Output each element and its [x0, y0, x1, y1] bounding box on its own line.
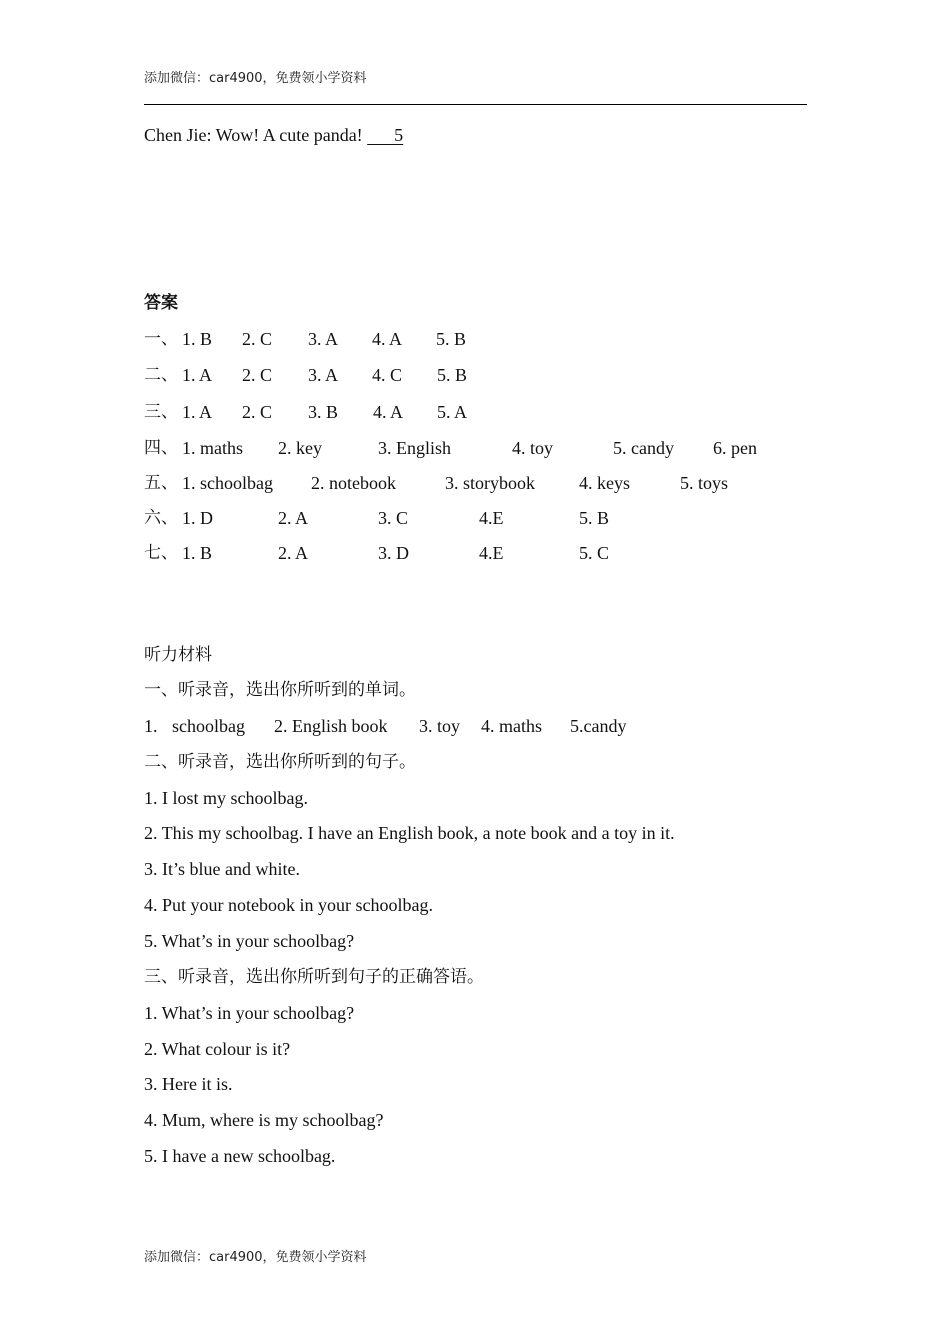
section-2-heading: 二、听录音，选出你所听到的句子。: [144, 752, 416, 772]
section-3-line: 1. What’s in your schoolbag?: [144, 1003, 355, 1023]
answer-item: 3. B: [308, 402, 339, 422]
answer-item: 2. C: [242, 402, 273, 422]
answer-item: 2. A: [278, 543, 309, 563]
answers-title: 答案: [144, 293, 178, 313]
answer-item: 5. B: [437, 365, 468, 385]
section-2-line: 4. Put your notebook in your schoolbag.: [144, 895, 433, 915]
answer-row-label: 二、: [144, 365, 178, 385]
answer-item: 5. C: [579, 543, 610, 563]
section-3-line: 2. What colour is it?: [144, 1039, 291, 1059]
section-1-heading: 一、听录音，选出你所听到的单词。: [144, 680, 416, 700]
answer-item: 5. B: [579, 508, 610, 528]
dialogue-line: [144, 124, 403, 146]
page-footer: 添加微信：car4900，免费领小学资料: [144, 1250, 367, 1265]
answer-item: 5. candy: [613, 438, 674, 458]
answer-item: 1. A: [182, 365, 213, 385]
word-item: 1.: [144, 716, 158, 736]
answer-item: 1. maths: [182, 438, 243, 458]
answer-item: 2. C: [242, 365, 273, 385]
answer-item: 3. English: [378, 438, 452, 458]
listening-title: 听力材料: [144, 645, 212, 665]
answer-item: 6. pen: [713, 438, 757, 458]
answer-item: 3. D: [378, 543, 409, 563]
answer-row-label: 四、: [144, 438, 178, 458]
answer-item: 5. A: [437, 402, 468, 422]
section-2-line: 2. This my schoolbag. I have an English book, a note book and a toy in it.: [144, 823, 675, 843]
answer-item: 5. toys: [680, 473, 729, 493]
answer-item: 2. notebook: [311, 473, 396, 493]
answer-item: 1. B: [182, 329, 213, 349]
answer-item: 4. toy: [512, 438, 554, 458]
answer-item: 2. C: [242, 329, 273, 349]
answer-item: 3. A: [308, 365, 339, 385]
answer-item: 4. C: [372, 365, 403, 385]
section-2-line: 3. It’s blue and white.: [144, 859, 300, 879]
answer-item: 1. D: [182, 508, 213, 528]
answer-row-label: 七、: [144, 543, 178, 563]
word-item: 5.candy: [570, 716, 627, 736]
answer-row-label: 三、: [144, 402, 178, 422]
section-2-line: 1. I lost my schoolbag.: [144, 788, 308, 808]
answer-item: 4. A: [373, 402, 404, 422]
answer-item: 1. schoolbag: [182, 473, 273, 493]
answer-item: 1. B: [182, 543, 213, 563]
answer-item: 3. storybook: [445, 473, 535, 493]
answer-item: 3. C: [378, 508, 409, 528]
section-3-line: 3. Here it is.: [144, 1074, 233, 1094]
answer-item: 5. B: [436, 329, 467, 349]
answer-item: 3. A: [308, 329, 339, 349]
answer-item: 4. A: [372, 329, 403, 349]
answer-row-label: 一、: [144, 329, 178, 349]
answer-item: 1. A: [182, 402, 213, 422]
word-item: schoolbag: [172, 716, 245, 736]
answer-item: 4.E: [479, 508, 504, 528]
word-item: 4. maths: [481, 716, 542, 736]
answer-blank: 5: [367, 125, 404, 145]
page-header: 添加微信：car4900，免费领小学资料: [144, 71, 367, 86]
word-item: 3. toy: [419, 716, 461, 736]
dialogue-text: Chen Jie: Wow! A cute panda!: [144, 125, 368, 145]
word-item: 2. English book: [274, 716, 388, 736]
answer-row-label: 六、: [144, 508, 178, 528]
answer-item: 4.E: [479, 543, 504, 563]
answer-item: 2. key: [278, 438, 322, 458]
section-2-line: 5. What’s in your schoolbag?: [144, 931, 355, 951]
section-3-line: 4. Mum, where is my schoolbag?: [144, 1110, 384, 1130]
answer-item: 4. keys: [579, 473, 630, 493]
answer-row-label: 五、: [144, 473, 178, 493]
header-divider: [144, 104, 807, 105]
section-3-line: 5. I have a new schoolbag.: [144, 1146, 336, 1166]
answer-item: 2. A: [278, 508, 309, 528]
section-3-heading: 三、听录音，选出你所听到句子的正确答语。: [144, 967, 484, 987]
